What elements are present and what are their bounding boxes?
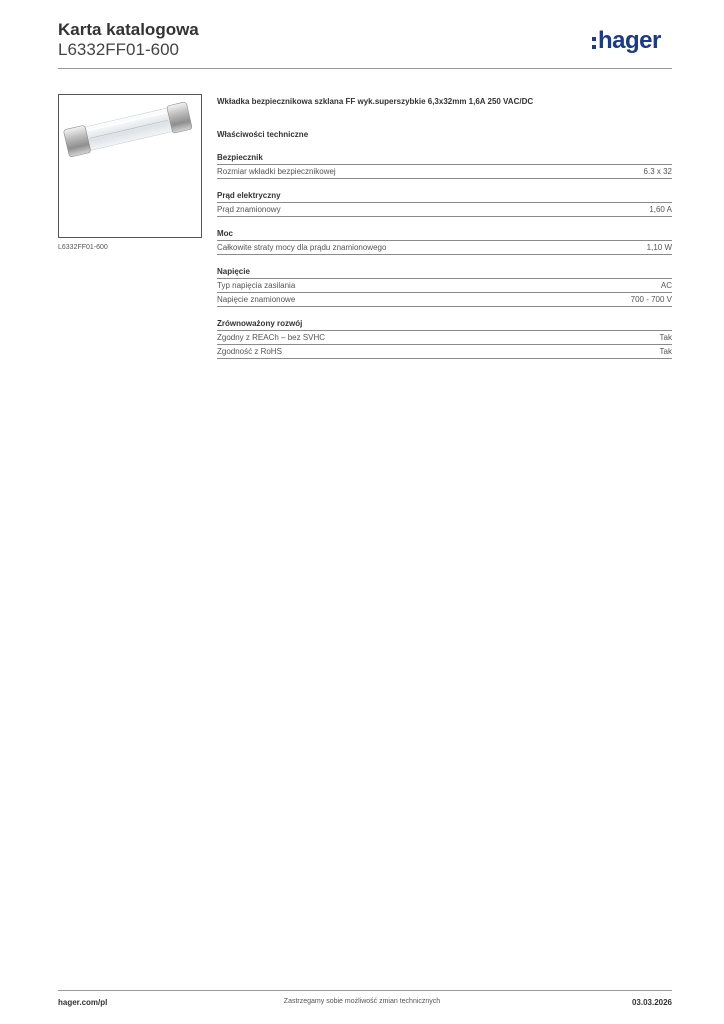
spec-label: Typ napięcia zasilania <box>217 281 296 290</box>
spec-value: Tak <box>659 347 672 356</box>
footer-divider <box>58 990 672 991</box>
footer-notice: Zastrzegamy sobie możliwość zmian technicznych <box>283 998 441 1005</box>
product-content <box>217 96 672 359</box>
logo-text: hager <box>598 27 661 54</box>
spec-label: Rozmiar wkładki bezpiecznikowej <box>217 167 336 176</box>
spec-row <box>217 241 672 255</box>
group-title: Napięcie <box>217 266 672 279</box>
spec-value: 1,10 W <box>646 243 672 252</box>
spec-value: 1,60 A <box>649 205 672 214</box>
spec-label: Zgodny z REACh – bez SVHC <box>217 333 326 342</box>
footer-website-link[interactable]: hager.com/pl <box>58 998 108 1007</box>
group-title: Zrównoważony rozwój <box>217 318 672 331</box>
spec-row <box>217 203 672 217</box>
spec-group-power <box>217 228 672 255</box>
spec-value: 700 - 700 V <box>630 295 672 304</box>
spec-row <box>217 165 672 179</box>
spec-value: AC <box>660 281 672 290</box>
spec-label: Prąd znamionowy <box>217 205 281 214</box>
group-title: Prąd elektryczny <box>217 190 672 203</box>
group-title: Moc <box>217 228 672 241</box>
header-divider <box>58 68 672 69</box>
spec-group-sustainability <box>217 318 672 359</box>
document-title: Karta katalogowa <box>58 20 199 39</box>
hager-logo <box>592 28 661 54</box>
spec-group-voltage <box>217 266 672 307</box>
product-description: Wkładka bezpiecznikowa szklana FF wyk.superszybkie 6,3x32mm 1,6A 250 VAC/DC <box>217 97 534 106</box>
product-code: L6332FF01-600 <box>58 40 179 59</box>
spec-value: Tak <box>659 333 672 342</box>
footer-date: 03.03.2026 <box>631 998 672 1007</box>
logo-dots-icon <box>592 37 596 49</box>
image-caption: L6332FF01-600 <box>58 244 108 251</box>
spec-label: Zgodność z RoHS <box>217 347 282 356</box>
spec-group-fuse <box>217 152 672 179</box>
spec-heading: Właściwości techniczne <box>217 130 309 139</box>
glass-fuse-image <box>59 95 201 237</box>
product-image-frame <box>58 94 202 238</box>
spec-value: 6.3 x 32 <box>643 167 672 176</box>
spec-group-current <box>217 190 672 217</box>
spec-label: Całkowite straty mocy dla prądu znamionowego <box>217 243 387 252</box>
spec-row <box>217 279 672 293</box>
group-title: Bezpiecznik <box>217 152 672 165</box>
spec-row <box>217 331 672 345</box>
spec-row <box>217 345 672 359</box>
spec-label: Napięcie znamionowe <box>217 295 296 304</box>
spec-row <box>217 293 672 307</box>
